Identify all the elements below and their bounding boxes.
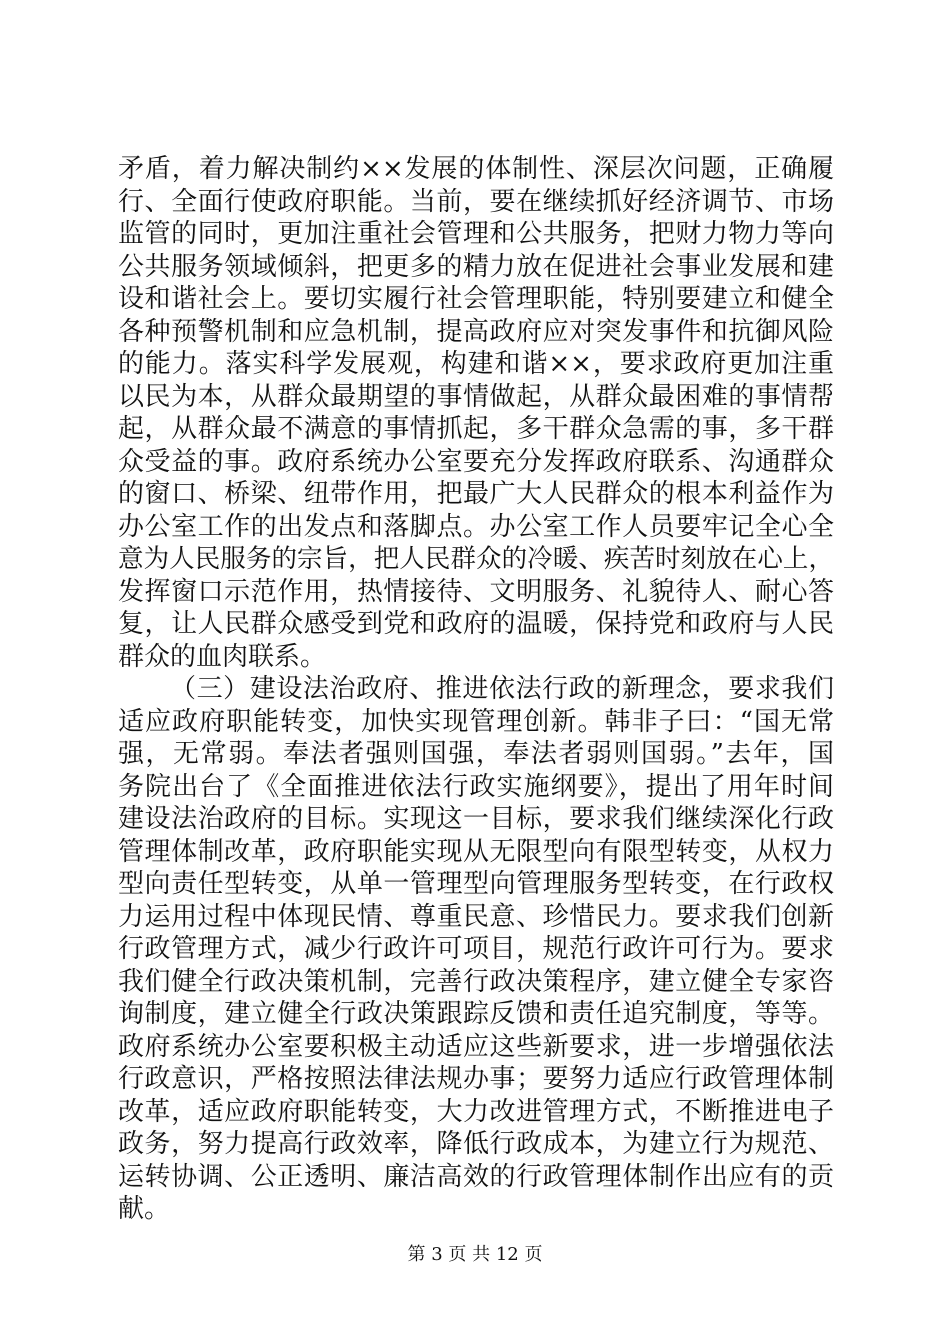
text-line: 政府系统办公室要积极主动适应这些新要求，进一步增强依法 xyxy=(118,1031,834,1062)
text-line: 发挥窗口示范作用，热情接待、文明服务、礼貌待人、耐心答 xyxy=(118,576,834,607)
text-line: 意为人民服务的宗旨，把人民群众的冷暖、疾苦时刻放在心上， xyxy=(118,544,834,574)
text-line: 行、全面行使政府职能。当前，要在继续抓好经济调节、市场 xyxy=(118,186,834,217)
text-line: 复，让人民群众感受到党和政府的温暖，保持党和政府与人民 xyxy=(118,609,834,639)
text-line: 强，无常弱。奉法者强则国强，奉法者弱则国弱。”去年，国 xyxy=(118,739,834,769)
text-line: 改革，适应政府职能转变，大力改进管理方式，不断推进电子 xyxy=(118,1096,834,1127)
text-line: 各种预警机制和应急机制，提高政府应对突发事件和抗御风险 xyxy=(118,316,834,347)
paragraph xyxy=(118,673,834,1226)
text-line: 政务，努力提高行政效率，降低行政成本，为建立行为规范、 xyxy=(118,1129,834,1159)
body-text xyxy=(118,153,834,1226)
text-line: 务院出台了《全面推进依法行政实施纲要》，提出了用年时间 xyxy=(118,771,834,802)
text-line: 行政意识，严格按照法律法规办事；要努力适应行政管理体制 xyxy=(118,1064,834,1094)
text-line: 设和谐社会上。要切实履行社会管理职能，特别要建立和健全 xyxy=(118,284,834,314)
text-line: 的能力。落实科学发展观，构建和谐××，要求政府更加注重 xyxy=(118,349,834,379)
text-line: 力运用过程中体现民情、尊重民意、珍惜民力。要求我们创新 xyxy=(118,901,834,932)
text-line: 监管的同时，更加注重社会管理和公共服务，把财力物力等向 xyxy=(118,219,834,249)
text-line: 以民为本，从群众最期望的事情做起，从群众最困难的事情帮 xyxy=(118,381,834,412)
text-line: 众受益的事。政府系统办公室要充分发挥政府联系、沟通群众 xyxy=(118,446,834,477)
text-line: 献。 xyxy=(118,1194,171,1224)
text-line: 运转协调、公正透明、廉洁高效的行政管理体制作出应有的贡 xyxy=(118,1161,834,1192)
text-line: 适应政府职能转变，加快实现管理创新。韩非子曰：“国无常 xyxy=(118,706,834,737)
text-line: 的窗口、桥梁、纽带作用，把最广大人民群众的根本利益作为 xyxy=(118,479,834,509)
text-line: 群众的血肉联系。 xyxy=(118,641,327,672)
text-line: 管理体制改革，政府职能实现从无限型向有限型转变，从权力 xyxy=(118,836,834,867)
text-line: 询制度，建立健全行政决策跟踪反馈和责任追究制度，等等。 xyxy=(118,999,834,1029)
text-line: 公共服务领域倾斜，把更多的精力放在促进社会事业发展和建 xyxy=(118,251,834,282)
text-line: 我们健全行政决策机制，完善行政决策程序，建立健全专家咨 xyxy=(118,966,834,997)
text-line: 建设法治政府的目标。实现这一目标，要求我们继续深化行政 xyxy=(118,804,834,834)
text-line: 矛盾，着力解决制约××发展的体制性、深层次问题，正确履 xyxy=(118,154,834,184)
text-line: 办公室工作的出发点和落脚点。办公室工作人员要牢记全心全 xyxy=(118,511,834,542)
text-line: （三）建设法治政府、推进依法行政的新理念，要求我们 xyxy=(170,674,834,704)
page-footer: 第 3 页 共 12 页 xyxy=(407,1244,543,1265)
text-line: 起，从群众最不满意的事情抓起，多干群众急需的事，多干群 xyxy=(118,414,834,444)
text-line: 型向责任型转变，从单一管理型向管理服务型转变，在行政权 xyxy=(118,869,834,899)
paragraph xyxy=(118,153,834,673)
text-line: 行政管理方式，减少行政许可项目，规范行政许可行为。要求 xyxy=(118,934,834,964)
